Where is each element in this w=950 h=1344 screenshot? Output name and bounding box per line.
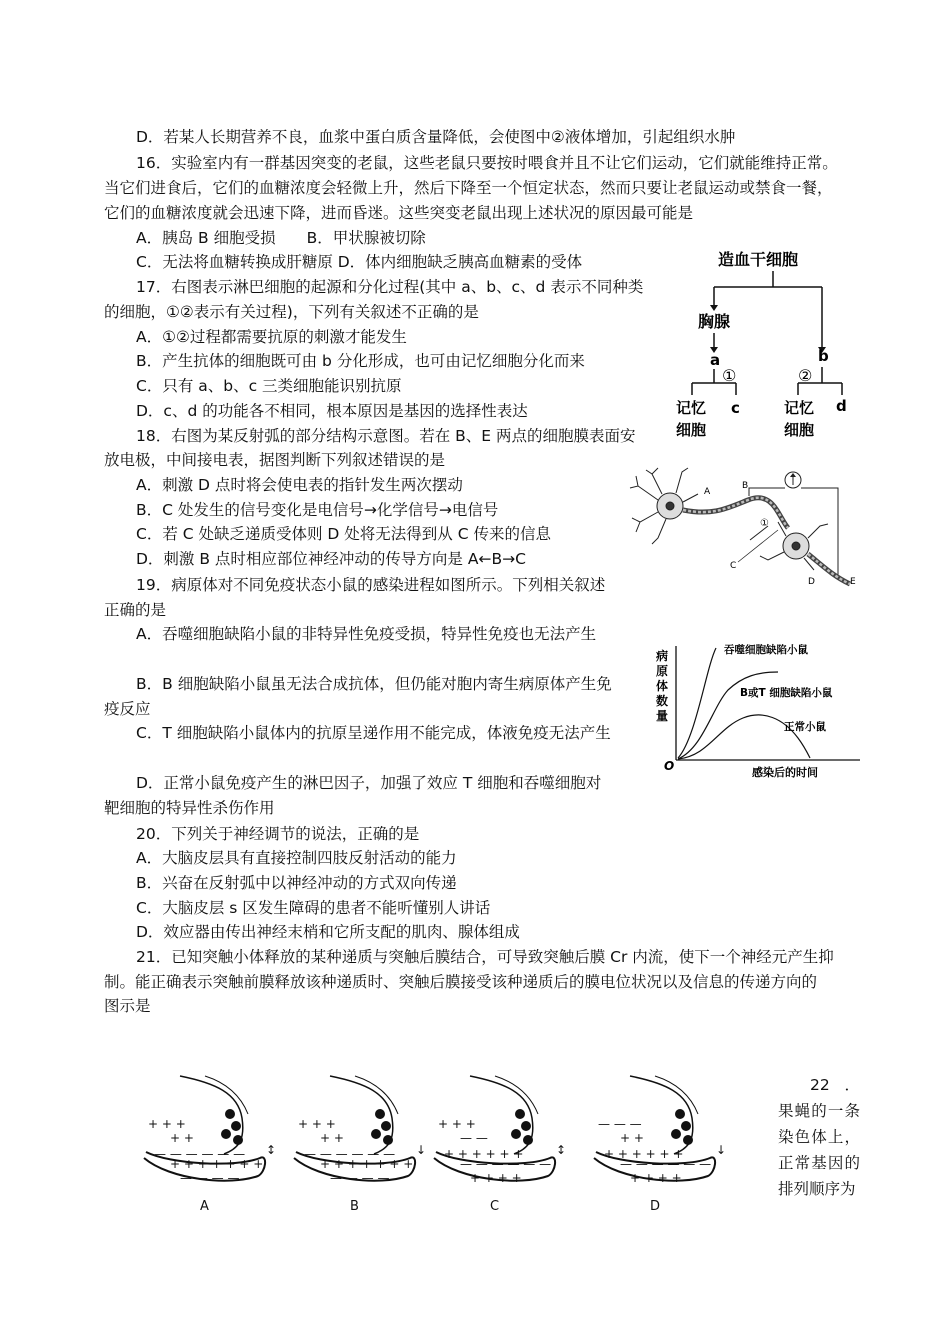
q18-option-b: B．C 处发生的信号变化是电信号→化学信号→电信号	[136, 501, 499, 519]
svg-text:+ +: + +	[320, 1131, 344, 1145]
q19-stem: 19．病原体对不同免疫状态小鼠的感染进程如图所示。下列相关叙述正确的是	[104, 576, 606, 619]
q17-option-b: B．产生抗体的细胞既可由 b 分化形成，也可由记忆细胞分化而来	[136, 352, 585, 370]
q18-option-c: C．若 C 处缺乏递质受体则 D 处将无法得到从 C 传来的信息	[136, 525, 551, 543]
q16-stem-1: 16．实验室内有一群基因突变的老鼠，这些老鼠只要按时喂食并且不让它们运动，它们就能维持正常。	[136, 154, 838, 172]
svg-text:↕: ↕	[556, 1143, 567, 1157]
svg-text:+ +: + +	[620, 1131, 644, 1145]
svg-text:— — — — — —: — — — — — —	[304, 1147, 396, 1161]
q17-option-d: D．c、d 的功能各不相同，根本原因是基因的选择性表达	[136, 402, 528, 420]
q17-stem-2: 的细胞，①②表示有关过程)，下列有关叙述不正确的是	[104, 303, 479, 321]
series-label-phagocyte: 吞噬细胞缺陷小鼠	[724, 644, 808, 656]
q20-option-b: B．兴奋在反射弧中以神经冲动的方式双向传递	[136, 874, 457, 892]
synapse-label-c: C	[490, 1199, 500, 1214]
svg-text:+ + + + + +: + + + + + +	[444, 1147, 524, 1161]
label-memory-cell-2-line2: 细胞	[784, 421, 815, 439]
q18-option-a: A．刺激 D 点时将会使电表的指针发生两次摆动	[136, 476, 463, 494]
y-label-char-2: 原	[656, 664, 669, 678]
label-c: c	[731, 399, 740, 417]
q17-option-c: C．只有 a、b、c 三类细胞能识别抗原	[136, 377, 402, 395]
svg-text:+ +: + +	[170, 1131, 194, 1145]
svg-text:+ + + + + + +: + + + + + + +	[320, 1157, 414, 1171]
svg-text:↕: ↕	[266, 1143, 277, 1157]
label-b: b	[818, 347, 829, 365]
svg-text:+ + +: + + +	[438, 1117, 476, 1131]
q20-option-d: D．效应器由传出神经末梢和它所支配的肌肉、腺体组成	[136, 923, 520, 941]
q20-stem: 20．下列关于神经调节的说法，正确的是	[136, 825, 420, 843]
label-hematopoietic-stem-cell: 造血干细胞	[718, 250, 799, 269]
q21-stem-3: 图示是	[104, 997, 151, 1015]
synapse-label-b: B	[350, 1199, 359, 1214]
label-d: d	[836, 397, 847, 415]
label-point-b: B	[742, 481, 749, 491]
q17-option-a: A．①②过程都需要抗原的刺激才能发生	[136, 328, 407, 346]
svg-text:+ + + +: + + + +	[470, 1171, 522, 1185]
label-process-2: ②	[798, 366, 813, 385]
synapse-option-d	[594, 1076, 726, 1214]
label-point-a: A	[704, 487, 711, 497]
neuron-1	[630, 468, 698, 544]
label-memory-cell-1-line2: 细胞	[676, 421, 707, 439]
svg-text:↓: ↓	[716, 1143, 727, 1157]
svg-text:— — — — — —: — — — — — —	[154, 1147, 246, 1161]
x-axis-label: 感染后的时间	[752, 766, 818, 779]
y-label-char-1: 病	[656, 649, 669, 663]
svg-text:↓: ↓	[416, 1143, 427, 1157]
label-point-e: E	[850, 577, 856, 587]
label-memory-cell-2-line1: 记忆	[784, 399, 815, 417]
q19-option-d: D．正常小鼠免疫产生的淋巴因子，加强了效应 T 细胞和吞噬细胞对靶细胞的特异性杀伤作用	[104, 774, 602, 817]
svg-text:— — —: — — —	[598, 1117, 642, 1131]
label-point-one: ①	[760, 518, 769, 529]
svg-text:+ + + + + + +: + + + + + + +	[170, 1157, 264, 1171]
svg-text:+ + + +: + + + +	[630, 1171, 682, 1185]
q19-option-c: C．T 细胞缺陷小鼠体内的抗原呈递作用不能完成，体液免疫无法产生	[136, 724, 611, 742]
svg-text:+ + +: + + +	[298, 1117, 336, 1131]
synapse-option-c	[434, 1076, 566, 1214]
q16-options-ab: A．胰岛 B 细胞受损 B．甲状腺被切除	[136, 229, 426, 247]
q21-stem-2: 制。能正确表示突触前膜释放该种递质时、突触后膜接受该种递质后的膜电位状况以及信息的传递方向的	[104, 973, 818, 991]
label-point-c: C	[730, 561, 737, 571]
infection-curve-chart	[648, 638, 870, 782]
label-process-1: ①	[722, 366, 737, 385]
q18-option-d: D．刺激 B 点时相应部位神经冲动的传导方向是 A←B→C	[136, 550, 526, 568]
svg-text:— — — —: — — — —	[330, 1171, 390, 1185]
reflex-arc-diagram	[628, 466, 860, 592]
origin-label: O	[664, 759, 675, 773]
synapse-label-d: D	[650, 1199, 661, 1214]
q19-option-b: B．B 细胞缺陷小鼠虽无法合成抗体，但仍能对胞内寄生病原体产生免疫反应	[104, 675, 612, 718]
y-label-char-4: 数	[656, 694, 669, 708]
synapse-options-figure	[140, 1068, 750, 1218]
lymphocyte-differentiation-diagram	[670, 245, 870, 445]
q22-stem: 22．果蝇的一条染色体上，正常基因的排列顺序为	[778, 1076, 860, 1198]
q21-stem-1: 21．已知突触小体释放的某种递质与突触后膜结合，可导致突触后膜 Cr 内流，使下一个神经元产生抑	[136, 948, 834, 966]
svg-text:— — — — — —: — — — — — —	[620, 1157, 712, 1171]
q19-option-a: A．吞噬细胞缺陷小鼠的非特异性免疫受损，特异性免疫也无法产生	[136, 625, 597, 643]
q17-stem-1: 17．右图表示淋巴细胞的起源和分化过程(其中 a、b、c、d 表示不同种类	[136, 278, 644, 296]
synapse-option-b	[294, 1076, 426, 1214]
series-label-normal: 正常小鼠	[784, 721, 826, 733]
q16-stem-2: 当它们进食后，它们的血糖浓度会轻微上升，然后下降至一个恒定状态，然而只要让老鼠运动或禁食一餐，	[104, 179, 833, 197]
label-a: a	[710, 351, 721, 369]
q20-option-a: A．大脑皮层具有直接控制四肢反射活动的能力	[136, 849, 457, 867]
label-thymus: 胸腺	[698, 312, 731, 331]
synapse-label-a: A	[200, 1199, 209, 1214]
svg-text:— — — — — —: — — — — — —	[460, 1157, 552, 1171]
q18-stem-2: 放电极，中间接电表，据图判断下列叙述错误的是	[104, 451, 446, 469]
label-point-d: D	[808, 577, 815, 587]
label-memory-cell-1-line1: 记忆	[676, 399, 707, 417]
y-axis-label	[655, 648, 668, 723]
q16-options-cd: C．无法将血糖转换成肝糖原 D．体内细胞缺乏胰高血糖素的受体	[136, 253, 583, 271]
svg-text:+ + +: + + +	[148, 1117, 186, 1131]
q16-stem-3: 它们的血糖浓度就会迅速下降，进而昏迷。这些突变老鼠出现上述状况的原因最可能是	[104, 204, 694, 222]
svg-text:+ + + + + +: + + + + + +	[604, 1147, 684, 1161]
series-label-b-or-t: B或T 细胞缺陷小鼠	[740, 687, 833, 699]
svg-text:— — — —: — — — —	[180, 1171, 240, 1185]
q20-option-c: C．大脑皮层 s 区发生障碍的患者不能听懂别人讲话	[136, 899, 491, 917]
svg-text:— —: — —	[460, 1131, 488, 1145]
q18-stem-1: 18．右图为某反射弧的部分结构示意图。若在 B、E 两点的细胞膜表面安	[136, 427, 636, 445]
y-label-char-3: 体	[656, 679, 669, 693]
y-label-char-5: 量	[656, 709, 669, 723]
synapse-option-a	[144, 1076, 276, 1214]
q15-option-d: D．若某人长期营养不良，血浆中蛋白质含量降低，会使图中②液体增加，引起组织水肿	[136, 128, 736, 146]
